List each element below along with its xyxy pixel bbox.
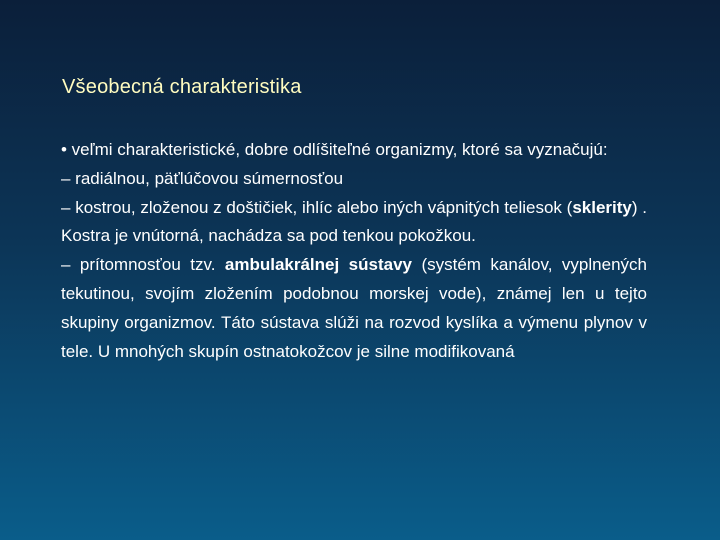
item-radial-symmetry: – radiálnou, päťlúčovou súmernosťou [61, 168, 344, 188]
item-ambulacral-system [61, 251, 647, 366]
item-skeleton-term: sklerity [572, 197, 632, 217]
item-ambulacral-text-end: (systém kanálov, vyplnených tekutinou, svojím zložením podobnou morskej vode), známej len u tejto skupiny organizmov. Táto sústava slúži na rozvod kyslíka a výmenu plynov v tele. U mnohých skupín ostnatokožcov je silne modifikovaná [61, 255, 647, 361]
item-skeleton-text-end: ) . Kostra je vnútorná, nachádza sa pod tenkou pokožkou. [61, 197, 647, 246]
item-ambulacral-text-start: – prítomnosťou tzv. [61, 255, 225, 275]
slide-title: Všeobecná charakteristika [62, 76, 302, 98]
item-skeleton [61, 194, 647, 252]
item-ambulacral-term: ambulakrálnej sústavy [224, 255, 412, 275]
item-skeleton-text-start: – kostrou, zloženou z doštičiek, ihlíc alebo iných vápnitých teliesok ( [61, 197, 573, 217]
slide-body [61, 136, 647, 366]
bullet-intro: • veľmi charakteristické, dobre odlíšiteľné organizmy, ktoré sa vyznačujú: [61, 140, 608, 159]
